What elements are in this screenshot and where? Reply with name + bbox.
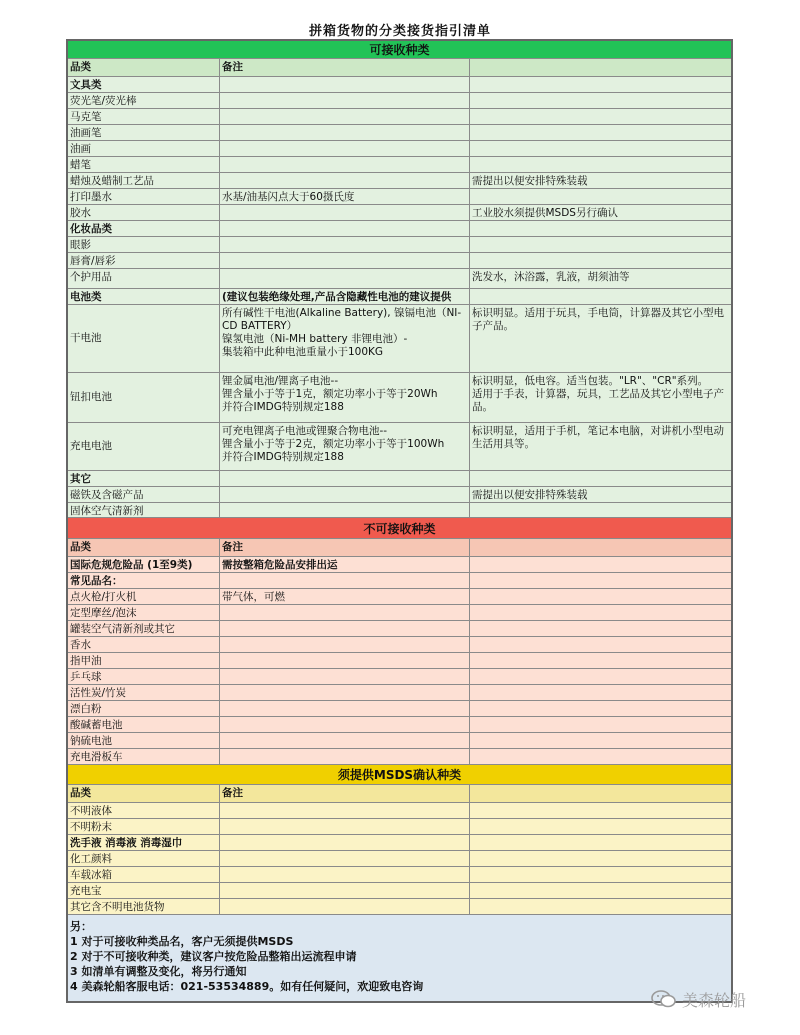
section-acceptable (68, 41, 731, 518)
remarks-cell (220, 93, 470, 109)
remarks-cell (220, 487, 470, 503)
table-row (68, 867, 731, 883)
section-title-acceptable: 可接收种类 (68, 41, 731, 59)
remarks-cell (220, 733, 470, 749)
table-row (68, 883, 731, 899)
note-cell (470, 701, 731, 717)
category-cell: 胶水 (68, 205, 220, 221)
category-cell: 洗手液 消毒液 消毒湿巾 (68, 835, 220, 851)
table-row (68, 125, 731, 141)
category-cell: 漂白粉 (68, 701, 220, 717)
category-cell: 马克笔 (68, 109, 220, 125)
remarks-cell (220, 221, 470, 237)
category-cell: 乒乓球 (68, 669, 220, 685)
note-cell (470, 471, 731, 487)
note-cell (470, 803, 731, 819)
remarks-cell (220, 621, 470, 637)
category-cell: 不明液体 (68, 803, 220, 819)
category-cell: 充电滑板车 (68, 749, 220, 765)
note-cell (470, 883, 731, 899)
table-row (68, 899, 731, 915)
document-title: 拼箱货物的分类接货指引清单 (308, 24, 491, 39)
column-header-row (68, 59, 731, 77)
remarks-cell (220, 749, 470, 765)
remarks-cell (220, 269, 470, 289)
table-row (68, 373, 731, 423)
remarks-cell (220, 899, 470, 915)
note-cell: 需提出以便安排特殊装载 (470, 487, 731, 503)
remarks-cell (220, 637, 470, 653)
category-cell: 化工颜料 (68, 851, 220, 867)
remarks-cell (220, 717, 470, 733)
category-cell: 车载冰箱 (68, 867, 220, 883)
section-msds-required (68, 765, 731, 915)
table-row (68, 653, 731, 669)
table-row (68, 305, 731, 373)
remarks-cell (220, 701, 470, 717)
remarks-cell (220, 573, 470, 589)
table-row (68, 205, 731, 221)
note-cell: 洗发水，沐浴露，乳液，胡须油等 (470, 269, 731, 289)
category-cell: 固体空气清新剂 (68, 503, 220, 518)
remarks-cell (220, 125, 470, 141)
col-header-blank (470, 539, 731, 557)
note-item: 4 美森轮船客服电话：021-53534889。如有任何疑问，欢迎致电咨询 (70, 980, 424, 993)
remarks-cell (220, 669, 470, 685)
category-cell: 眼影 (68, 237, 220, 253)
remarks-cell (220, 867, 470, 883)
note-cell (470, 637, 731, 653)
goods-guide-table (66, 39, 733, 1003)
note-cell: 标识明显。适用于玩具，手电筒，计算器及其它小型电子产品。 (470, 305, 731, 373)
category-cell: 钠硫电池 (68, 733, 220, 749)
note-cell (470, 157, 731, 173)
remarks-cell (220, 253, 470, 269)
note-cell (470, 109, 731, 125)
note-cell (470, 573, 731, 589)
category-cell: 其它 (68, 471, 220, 487)
remarks-cell: 需按整箱危险品安排出运 (220, 557, 470, 573)
note-cell (470, 867, 731, 883)
remarks-cell (220, 685, 470, 701)
remarks-cell (220, 205, 470, 221)
note-cell (470, 237, 731, 253)
col-header-blank (470, 785, 731, 803)
category-cell: 充电电池 (68, 423, 220, 471)
note-cell (470, 77, 731, 93)
category-cell: 油画笔 (68, 125, 220, 141)
category-cell: 其它含不明电池货物 (68, 899, 220, 915)
note-cell (470, 221, 731, 237)
category-cell: 定型摩丝/泡沫 (68, 605, 220, 621)
table-row (68, 685, 731, 701)
category-cell: 不明粉末 (68, 819, 220, 835)
table-row (68, 471, 731, 487)
col-header-blank (470, 59, 731, 77)
remarks-cell (220, 471, 470, 487)
table-row (68, 749, 731, 765)
note-cell (470, 253, 731, 269)
section-title-msds: 须提供MSDS确认种类 (68, 765, 731, 785)
table-row (68, 109, 731, 125)
note-cell (470, 835, 731, 851)
wechat-icon (650, 989, 678, 1009)
note-cell: 工业胶水须提供MSDS另行确认 (470, 205, 731, 221)
table-row (68, 253, 731, 269)
category-cell: 充电宝 (68, 883, 220, 899)
table-row (68, 269, 731, 289)
note-cell (470, 685, 731, 701)
category-cell: 打印墨水 (68, 189, 220, 205)
category-cell: 电池类 (68, 289, 220, 305)
note-cell (470, 125, 731, 141)
table-row (68, 819, 731, 835)
note-cell: 需提出以便安排特殊装载 (470, 173, 731, 189)
remarks-cell (220, 883, 470, 899)
table-row (68, 77, 731, 93)
table-row (68, 573, 731, 589)
table-row (68, 289, 731, 305)
remarks-cell: 所有碱性干电池(Alkaline Battery), 镍镉电池（NI-CD BATTERY） 镍氢电池（Ni-MH battery 非锂电池）- 集装箱中此种电池重量小于100KG (220, 305, 470, 373)
note-item: 1 对于可接收种类品名，客户无须提供MSDS (70, 935, 294, 948)
note-cell (470, 749, 731, 765)
remarks-cell (220, 77, 470, 93)
remarks-cell (220, 173, 470, 189)
remarks-cell (220, 835, 470, 851)
section-title-not-acceptable: 不可接收种类 (68, 518, 731, 539)
remarks-cell (220, 653, 470, 669)
table-row (68, 93, 731, 109)
note-cell (470, 589, 731, 605)
note-cell (470, 189, 731, 205)
table-row (68, 621, 731, 637)
table-row (68, 851, 731, 867)
note-item: 2 对于不可接收种类，建议客户按危险品整箱出运流程申请 (70, 950, 357, 963)
category-cell: 干电池 (68, 305, 220, 373)
category-cell: 化妆品类 (68, 221, 220, 237)
category-cell: 文具类 (68, 77, 220, 93)
remarks-cell (220, 803, 470, 819)
remarks-cell (220, 851, 470, 867)
table-row (68, 835, 731, 851)
category-cell: 常见品名： (68, 573, 220, 589)
category-cell: 荧光笔/荧光棒 (68, 93, 220, 109)
table-row (68, 157, 731, 173)
table-row (68, 503, 731, 518)
table-row (68, 487, 731, 503)
remarks-cell: 带气体，可燃 (220, 589, 470, 605)
category-cell: 油画 (68, 141, 220, 157)
remarks-cell (220, 141, 470, 157)
table-row (68, 701, 731, 717)
table-row (68, 423, 731, 471)
remarks-cell (220, 503, 470, 518)
note-cell: 标识明显，适用于手机，笔记本电脑，对讲机小型电动生活用具等。 (470, 423, 731, 471)
note-cell (470, 717, 731, 733)
watermark (650, 985, 780, 1013)
table-row (68, 589, 731, 605)
category-cell: 钮扣电池 (68, 373, 220, 423)
table-row (68, 803, 731, 819)
notes-block (68, 915, 731, 1001)
note-cell (470, 653, 731, 669)
remarks-cell (220, 157, 470, 173)
category-cell: 酸碱蓄电池 (68, 717, 220, 733)
table-row (68, 605, 731, 621)
category-cell: 国际危规危险品 (1至9类) (68, 557, 220, 573)
note-cell (470, 733, 731, 749)
col-header-category: 品类 (68, 539, 220, 557)
category-cell: 蜡笔 (68, 157, 220, 173)
table-row (68, 141, 731, 157)
category-cell: 唇膏/唇彩 (68, 253, 220, 269)
remarks-cell: 锂金属电池/锂离子电池-- 锂含量小于等于1克，额定功率小于等于20Wh 并符合IMDG特别规定188 (220, 373, 470, 423)
note-item: 3 如清单有调整及变化，将另行通知 (70, 965, 247, 978)
table-row (68, 557, 731, 573)
watermark-text: 美森轮船 (682, 990, 747, 1010)
category-cell: 磁铁及含磁产品 (68, 487, 220, 503)
note-cell (470, 669, 731, 685)
col-header-category: 品类 (68, 59, 220, 77)
remarks-cell: 水基/油基闪点大于60摄氏度 (220, 189, 470, 205)
table-row (68, 221, 731, 237)
note-cell (470, 289, 731, 305)
section-not-acceptable (68, 518, 731, 765)
note-cell (470, 93, 731, 109)
note-cell (470, 605, 731, 621)
category-cell: 蜡烛及蜡制工艺品 (68, 173, 220, 189)
table-row (68, 173, 731, 189)
category-cell: 罐装空气清新剂或其它 (68, 621, 220, 637)
table-row (68, 669, 731, 685)
remarks-cell (220, 819, 470, 835)
note-cell (470, 621, 731, 637)
note-cell (470, 503, 731, 518)
notes-heading: 另： (70, 920, 92, 933)
remarks-cell: (建议包装绝缘处理,产品含隐藏性电池的建议提供 (220, 289, 470, 305)
note-cell (470, 557, 731, 573)
note-cell: 标识明显，低电容。适当包装。"LR"、"CR"系列。 适用于手表，计算器，玩具，工艺品及其它小型电子产品。 (470, 373, 731, 423)
table-row (68, 189, 731, 205)
column-header-row (68, 539, 731, 557)
category-cell: 个护用品 (68, 269, 220, 289)
remarks-cell: 可充电锂离子电池或锂聚合物电池-- 锂含量小于等于2克，额定功率小于等于100Wh 并符合IMDG特别规定188 (220, 423, 470, 471)
table-row (68, 637, 731, 653)
category-cell: 指甲油 (68, 653, 220, 669)
col-header-remarks: 备注 (220, 59, 470, 77)
remarks-cell (220, 605, 470, 621)
remarks-cell (220, 109, 470, 125)
table-row (68, 237, 731, 253)
note-cell (470, 899, 731, 915)
note-cell (470, 141, 731, 157)
col-header-remarks: 备注 (220, 539, 470, 557)
col-header-category: 品类 (68, 785, 220, 803)
category-cell: 点火枪/打火机 (68, 589, 220, 605)
col-header-remarks: 备注 (220, 785, 470, 803)
column-header-row (68, 785, 731, 803)
table-row (68, 717, 731, 733)
note-cell (470, 851, 731, 867)
category-cell: 活性炭/竹炭 (68, 685, 220, 701)
category-cell: 香水 (68, 637, 220, 653)
note-cell (470, 819, 731, 835)
remarks-cell (220, 237, 470, 253)
table-row (68, 733, 731, 749)
